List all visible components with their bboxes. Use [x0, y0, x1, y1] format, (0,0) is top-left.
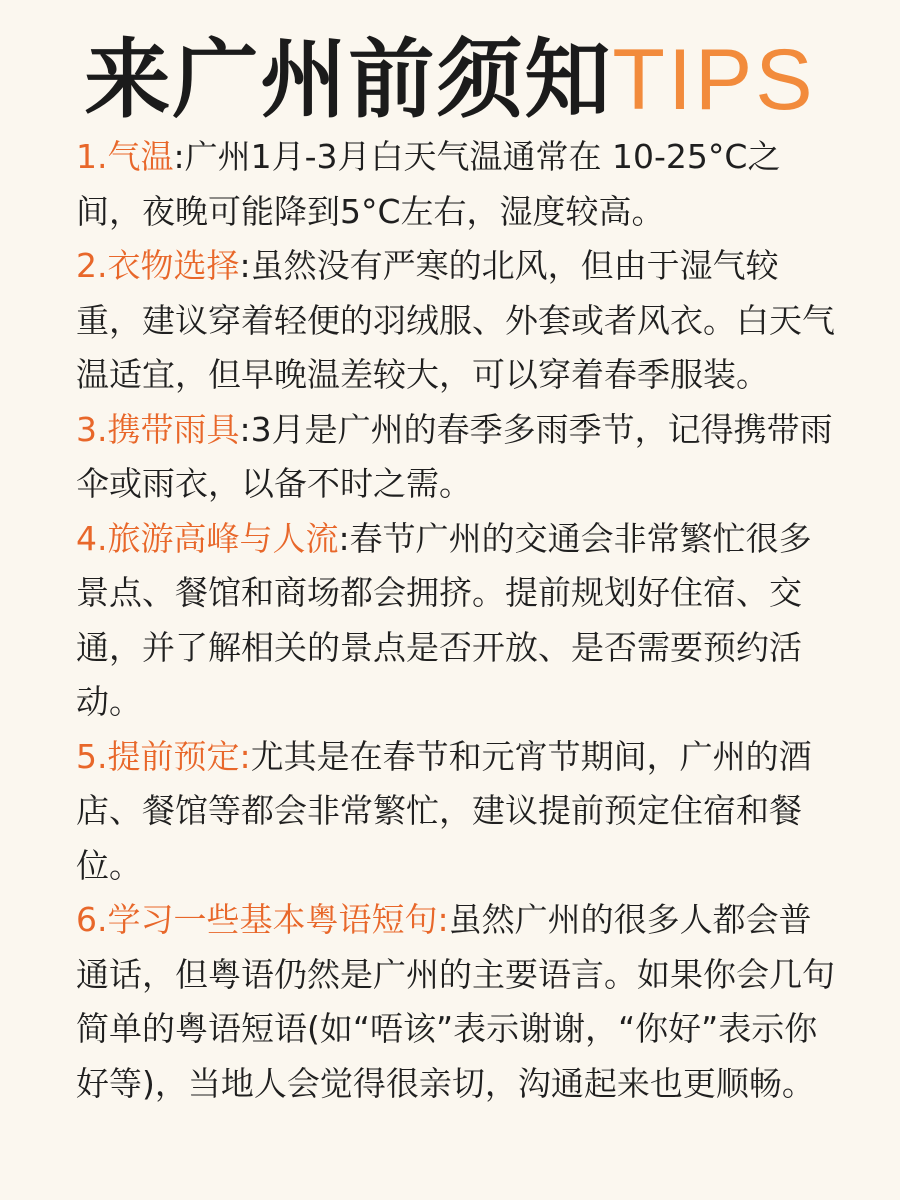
tip-item-clothing	[76, 239, 836, 403]
tip-text: 虽然广州的很多人都会普通话，但粤语仍然是广州的主要语言。如果你会几句简单的粤语短语(如“唔该”表示谢谢，“你好”表示你好等)，当地人会觉得很亲切，沟通起来也更顺畅。	[76, 900, 835, 1103]
tip-label: 3.携带雨具	[76, 409, 240, 449]
tip-item-crowds	[76, 512, 836, 730]
title-main: 来广州前须知	[84, 30, 613, 130]
page-title	[0, 30, 900, 130]
tip-item-booking	[76, 730, 836, 894]
tip-item-rain-gear	[76, 403, 836, 512]
tip-item-weather	[76, 130, 836, 239]
tip-text: :3月是广州的春季多雨季节，记得携带雨伞或雨衣，以备不时之需。	[76, 409, 833, 503]
tip-item-cantonese	[76, 893, 836, 1111]
tip-label: 1.气温	[76, 137, 174, 176]
tip-text: :春节广州的交通会非常繁忙很多景点、餐馆和商场都会拥挤。提前规划好住宿、交通，并了解相关的景点是否开放、是否需要预约活动。	[76, 518, 812, 721]
tip-label: 4.旅游高峰与人流	[76, 518, 339, 558]
tip-text: 尤其是在春节和元宵节期间，广州的酒店、餐馆等都会非常繁忙，建议提前预定住宿和餐位。	[76, 736, 812, 885]
tip-label: 5.提前预定:	[76, 736, 251, 776]
tip-text: :广州1月-3月白天气温通常在 10-25°C之间，夜晚可能降到5°C左右，湿度较高。	[76, 137, 781, 231]
tips-list	[76, 130, 836, 1111]
tip-label: 2.衣物选择	[76, 246, 240, 285]
title-accent: TIPS	[612, 32, 816, 128]
tip-text: :虽然没有严寒的北风，但由于湿气较重，建议穿着轻便的羽绒服、外套或者风衣。白天气温适宜，但早晚温差较大，可以穿着春季服装。	[76, 246, 835, 394]
tip-label: 6.学习一些基本粤语短句:	[76, 900, 449, 939]
